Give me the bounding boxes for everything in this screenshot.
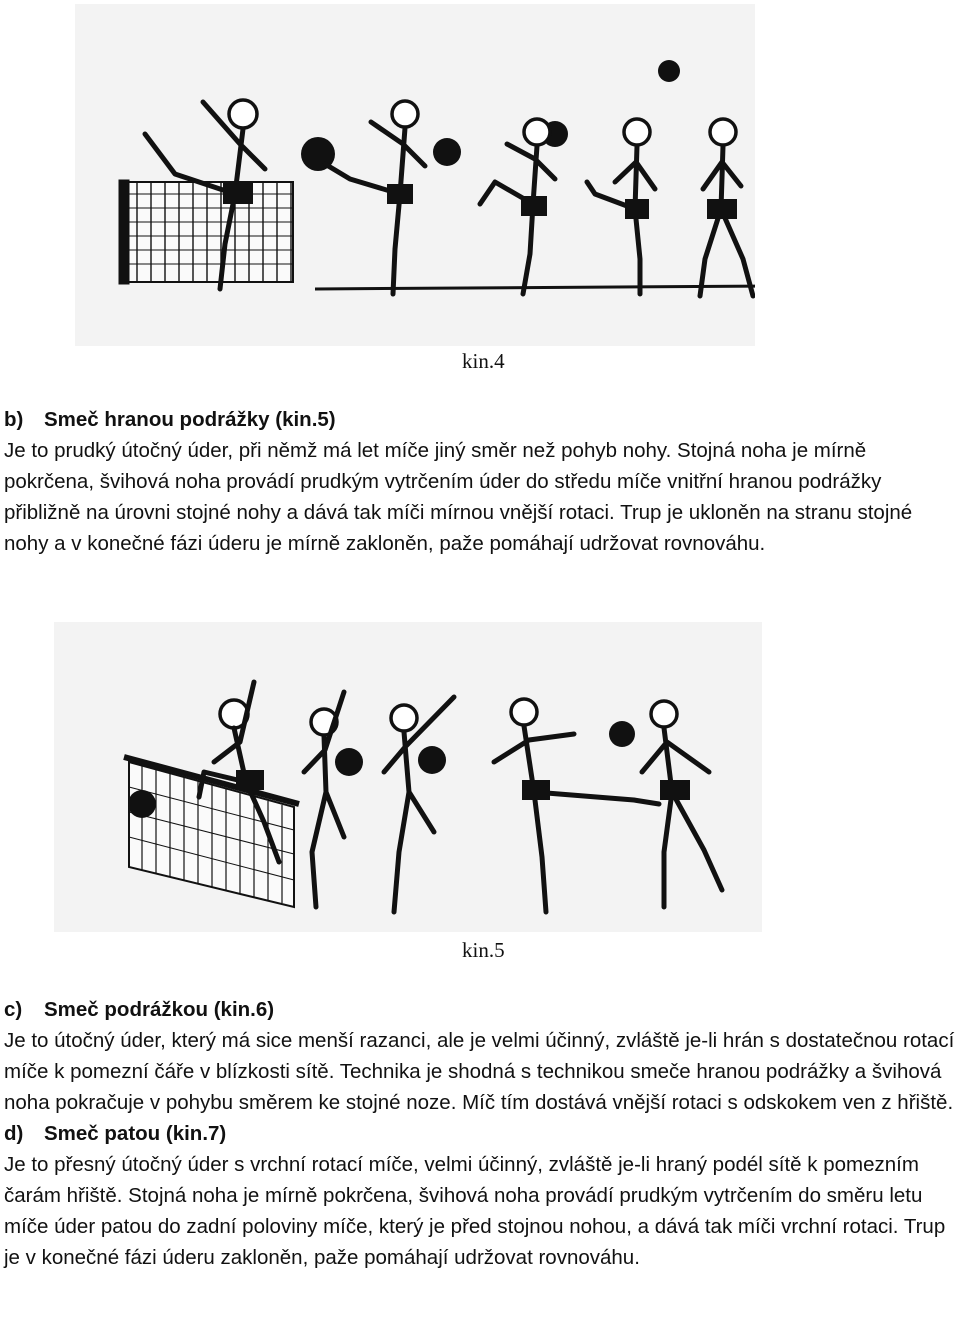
- figure-kin5-caption: kin.5: [462, 938, 505, 962]
- kin4-net: [119, 180, 293, 284]
- figure-kin4: [75, 4, 755, 346]
- section-c-body: Je to útočný úder, který má sice menší razanci, ale je velmi účinný, zvláště je-li hrán s dostatečnou rotací míče k pomezní čáře v blízkosti sítě. Technika je shodná s technikou smeče hranou podrážky a švihová noha pokračuje v pohybu směrem ke stojné noze. Míč tím dostává vnější rotaci s odskokem ven z hřiště.: [4, 1029, 955, 1114]
- section-b-body: Je to prudký útočný úder, při němž má let míče jiný směr než pohyb nohy. Stojná noha je mírně pokrčena, švihová noha provádí prudkým vytrčením úder do středu míče vnitřní hranou podrážky přibližně na úrovni stojné nohy a dává tak míči mírnou vnější rotaci. Trup je ukloněn na stranu stojné nohy a v konečné fázi úderu je mírně zakloněn, paže pomáhají udržovat rovnováhu.: [4, 439, 913, 555]
- figure-kin4-caption: kin.4: [462, 349, 505, 373]
- section-b-title: Smeč hranou podrážky (kin.5): [44, 408, 336, 431]
- figure-kin5: [54, 622, 762, 932]
- section-d-heading: [4, 1118, 956, 1149]
- kin5-ball-1: [128, 790, 156, 818]
- section-c-number: c): [4, 998, 23, 1021]
- kin5-ball-2: [609, 721, 635, 747]
- kin4-illustration: [75, 4, 755, 346]
- section-b-number: b): [4, 408, 24, 431]
- section-b: [4, 404, 956, 559]
- kin5-illustration: [54, 622, 762, 932]
- section-b-heading: [4, 404, 956, 435]
- section-d-number: d): [4, 1122, 24, 1145]
- section-c-heading: [4, 994, 956, 1025]
- section-c-title: Smeč podrážkou (kin.6): [44, 998, 275, 1021]
- section-c: [4, 994, 956, 1273]
- section-d-body: Je to přesný útočný úder s vrchní rotací míče, velmi účinný, zvláště je-li hraný podél sítě k pomezním čarám hřiště. Stojná noha je mírně pokrčena, švihová noha provádí prudkým vytrčením do směru letu míče úder patou do zadní poloviny míče, který je před stojnou nohou, a dává tak míči vrchní rotaci. Trup je v konečné fázi úderu zakloněn, paže pomáhají udržovat rovnováhu.: [4, 1153, 946, 1269]
- section-d-title: Smeč patou (kin.7): [44, 1122, 227, 1145]
